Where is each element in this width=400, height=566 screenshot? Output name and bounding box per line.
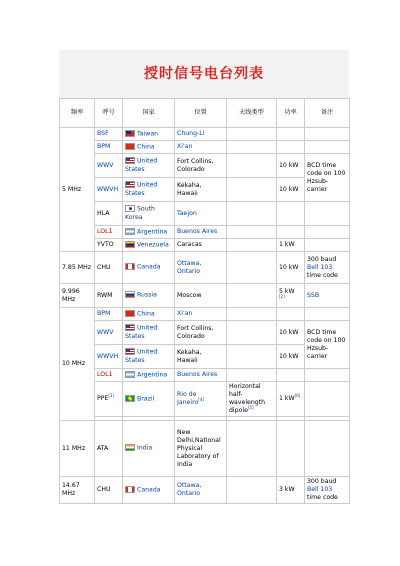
power-cell: 10 kW bbox=[277, 321, 305, 345]
citation-link[interactable]: [4] bbox=[198, 396, 204, 402]
location-cell: New Delhi,National Physical Laboratory of India bbox=[175, 421, 227, 477]
table-row bbox=[60, 154, 350, 178]
power-cell bbox=[277, 141, 305, 154]
callsign-cell: HLA bbox=[95, 202, 123, 226]
antenna-cell bbox=[227, 321, 277, 345]
table-row bbox=[60, 226, 350, 239]
location-link[interactable] bbox=[175, 382, 227, 417]
callsign-text: PPE bbox=[97, 395, 109, 402]
power-cell bbox=[277, 128, 305, 141]
antenna-cell bbox=[227, 226, 277, 239]
india-flag-icon bbox=[125, 444, 135, 451]
us-flag-icon bbox=[125, 181, 135, 188]
country-link[interactable]: India bbox=[137, 444, 153, 452]
canada-flag-icon bbox=[125, 263, 135, 270]
callsign-link[interactable]: BSF bbox=[95, 128, 123, 141]
country-cell[interactable] bbox=[123, 154, 175, 178]
table-row bbox=[60, 141, 350, 154]
country-link[interactable]: Brazil bbox=[137, 395, 155, 403]
antenna-cell bbox=[227, 239, 277, 252]
antenna-cell bbox=[227, 141, 277, 154]
callsign-cell: YVTO bbox=[95, 239, 123, 252]
frequency-cell: 10 MHz bbox=[60, 308, 95, 421]
country-link[interactable]: Venezuela bbox=[137, 241, 169, 249]
table-row bbox=[60, 239, 350, 252]
country-cell[interactable] bbox=[123, 421, 175, 477]
antenna-cell bbox=[227, 128, 277, 141]
location-cell: Kekaha, Hawaii bbox=[175, 345, 227, 369]
power-cell bbox=[277, 226, 305, 239]
power-cell: 1 kW bbox=[277, 239, 305, 252]
country-link[interactable]: Russia bbox=[137, 291, 157, 299]
location-text[interactable]: Rio de Janeiro bbox=[177, 391, 199, 406]
antenna-cell bbox=[227, 178, 277, 202]
table-row bbox=[60, 284, 350, 308]
callsign-cell: CHU bbox=[95, 477, 123, 504]
power-cell: 10 kW bbox=[277, 154, 305, 178]
location-cell: Fort Collins, Colorado bbox=[175, 154, 227, 178]
callsign-cell: ATA bbox=[95, 421, 123, 477]
bell-103-link[interactable]: Bell 103 bbox=[307, 263, 333, 271]
location-link[interactable]: Buenos Aires bbox=[175, 369, 227, 382]
antenna-cell bbox=[227, 154, 277, 178]
country-cell[interactable] bbox=[123, 226, 175, 239]
us-flag-icon bbox=[125, 348, 135, 355]
argentina-flag-icon bbox=[125, 371, 135, 378]
header-notes: 备注 bbox=[305, 99, 350, 128]
notes-cell bbox=[305, 202, 350, 226]
callsign-link[interactable]: BPM bbox=[95, 141, 123, 154]
country-cell[interactable] bbox=[123, 252, 175, 284]
location-link[interactable]: Buenos Aires bbox=[175, 226, 227, 239]
table-row bbox=[60, 321, 350, 345]
taiwan-flag-icon bbox=[125, 130, 135, 137]
power-cell: 3 kW bbox=[277, 477, 305, 504]
country-cell[interactable] bbox=[123, 321, 175, 345]
antenna-cell bbox=[227, 477, 277, 504]
antenna-cell bbox=[227, 284, 277, 308]
notes-cell bbox=[305, 369, 350, 382]
notes-cell bbox=[305, 477, 350, 504]
header-frequency: 频率 bbox=[60, 99, 95, 128]
antenna-cell bbox=[227, 369, 277, 382]
brazil-flag-icon bbox=[125, 395, 135, 402]
notes-cell: BCD time code on 100 Hzsub-carrier bbox=[305, 321, 350, 369]
table-row bbox=[60, 128, 350, 141]
us-flag-icon bbox=[125, 157, 135, 164]
location-cell: Caracas bbox=[175, 239, 227, 252]
callsign-link[interactable]: LOL1 bbox=[95, 369, 123, 382]
table-row bbox=[60, 308, 350, 321]
header-location: 位置 bbox=[175, 99, 227, 128]
callsign-link[interactable]: BPM bbox=[95, 308, 123, 321]
country-link[interactable]: Canada bbox=[137, 486, 161, 494]
notes-cell bbox=[305, 308, 350, 321]
country-cell[interactable] bbox=[123, 141, 175, 154]
antenna-cell bbox=[227, 308, 277, 321]
country-cell[interactable] bbox=[123, 202, 175, 226]
antenna-cell bbox=[227, 252, 277, 284]
frequency-cell: 9.996 MHz bbox=[60, 284, 95, 308]
country-cell[interactable] bbox=[123, 284, 175, 308]
antenna-cell bbox=[227, 202, 277, 226]
country-link[interactable]: South Korea bbox=[125, 205, 155, 221]
canada-flag-icon bbox=[125, 486, 135, 493]
antenna-cell bbox=[227, 382, 277, 417]
location-cell: Kekaha, Hawaii bbox=[175, 178, 227, 202]
frequency-cell: 7.85 MHz bbox=[60, 252, 95, 284]
bell-103-link[interactable]: Bell 103 bbox=[307, 486, 333, 493]
country-link[interactable]: Argentina bbox=[137, 371, 168, 379]
notes-cell: BCD time code on 100 Hzsub-carrier bbox=[305, 154, 350, 202]
country-link[interactable]: United States bbox=[125, 181, 158, 197]
header-country: 国家 bbox=[123, 99, 175, 128]
page-title: 授时信号电台列表 bbox=[144, 66, 264, 82]
citation-link[interactable]: [3] bbox=[108, 392, 115, 398]
country-link[interactable]: Taiwan bbox=[137, 130, 159, 138]
citation-link[interactable]: [6] bbox=[294, 392, 301, 398]
country-link[interactable]: China bbox=[137, 310, 155, 318]
table-row bbox=[60, 382, 350, 417]
notes-text: 300 baud bbox=[307, 478, 337, 485]
header-callsign: 呼号 bbox=[95, 99, 123, 128]
country-link[interactable]: United States bbox=[125, 324, 158, 340]
time-signal-table bbox=[59, 98, 350, 504]
notes-text: time code bbox=[307, 494, 338, 501]
callsign-cell: RWM bbox=[95, 284, 123, 308]
callsign-cell bbox=[95, 382, 123, 417]
notes-link[interactable]: SSB bbox=[305, 284, 350, 308]
notes-cell bbox=[305, 128, 350, 141]
location-cell: Moscow bbox=[175, 284, 227, 308]
frequency-cell: 11 MHz bbox=[60, 421, 95, 477]
power-cell: 10 kW bbox=[277, 345, 305, 369]
power-cell: 10 kW bbox=[277, 252, 305, 284]
header-antenna: 天线类型 bbox=[227, 99, 277, 128]
us-flag-icon bbox=[125, 324, 135, 331]
citation-link[interactable]: [5] bbox=[247, 404, 254, 410]
location-link[interactable]: Xi'an bbox=[175, 308, 227, 321]
callsign-cell: CHU bbox=[95, 252, 123, 284]
argentina-flag-icon bbox=[125, 228, 135, 235]
country-link[interactable]: United States bbox=[125, 348, 158, 364]
power-text: 1 kW bbox=[279, 395, 295, 402]
antenna-cell bbox=[227, 345, 277, 369]
table-header-row bbox=[60, 99, 350, 128]
callsign-link[interactable]: WWV bbox=[95, 154, 123, 178]
country-cell[interactable] bbox=[123, 382, 175, 417]
power-cell bbox=[277, 382, 305, 417]
header-power: 功率 bbox=[277, 99, 305, 128]
table-row bbox=[60, 252, 350, 284]
table-row bbox=[60, 369, 350, 382]
frequency-cell: 5 MHz bbox=[60, 128, 95, 252]
location-link[interactable]: Xi'an bbox=[175, 141, 227, 154]
country-cell[interactable] bbox=[123, 178, 175, 202]
location-cell: Fort Collins, Colorado bbox=[175, 321, 227, 345]
china-flag-icon bbox=[125, 143, 135, 150]
venezuela-flag-icon bbox=[125, 241, 135, 248]
location-link[interactable]: Chung-Li bbox=[175, 128, 227, 141]
notes-cell bbox=[305, 252, 350, 284]
power-cell bbox=[277, 369, 305, 382]
notes-cell bbox=[305, 141, 350, 154]
power-cell bbox=[277, 284, 305, 308]
notes-cell bbox=[305, 239, 350, 252]
notes-text: 300 baud bbox=[307, 255, 337, 263]
country-cell[interactable] bbox=[123, 369, 175, 382]
frequency-cell: 14.67 MHz bbox=[60, 477, 95, 504]
china-flag-icon bbox=[125, 310, 135, 317]
country-cell[interactable] bbox=[123, 345, 175, 369]
south-korea-flag-icon bbox=[125, 205, 135, 212]
callsign-link[interactable]: WWV bbox=[95, 321, 123, 345]
notes-text: time code bbox=[307, 271, 338, 279]
power-cell bbox=[277, 308, 305, 321]
country-link[interactable]: United States bbox=[125, 157, 158, 173]
table-row bbox=[60, 421, 350, 477]
country-link[interactable]: China bbox=[137, 143, 155, 151]
citation-link[interactable]: [2] bbox=[279, 293, 285, 299]
location-link[interactable]: Ottawa, Ontario bbox=[175, 477, 227, 504]
power-cell bbox=[277, 421, 305, 477]
table-row bbox=[60, 477, 350, 504]
notes-cell bbox=[305, 382, 350, 417]
country-cell[interactable] bbox=[123, 239, 175, 252]
antenna-cell bbox=[227, 421, 277, 477]
notes-cell bbox=[305, 421, 350, 477]
country-cell[interactable] bbox=[123, 128, 175, 141]
country-cell[interactable] bbox=[123, 308, 175, 321]
power-cell bbox=[277, 202, 305, 226]
location-link[interactable]: Taejon bbox=[175, 202, 227, 226]
russia-flag-icon bbox=[125, 291, 135, 298]
callsign-link[interactable]: WWVH bbox=[95, 178, 123, 202]
table-row bbox=[60, 202, 350, 226]
country-link[interactable]: Argentina bbox=[137, 228, 168, 236]
country-link[interactable]: Canada bbox=[137, 263, 161, 271]
antenna-text: Horizontal half-wavelength dipole bbox=[229, 383, 266, 414]
location-link[interactable]: Ottawa, Ontario bbox=[175, 252, 227, 284]
power-text: 5 kW bbox=[279, 287, 295, 295]
notes-cell bbox=[305, 226, 350, 239]
country-cell[interactable] bbox=[123, 477, 175, 504]
power-cell: 10 kW bbox=[277, 178, 305, 202]
callsign-link[interactable]: LOL1 bbox=[95, 226, 123, 239]
callsign-link[interactable]: WWVH bbox=[95, 345, 123, 369]
